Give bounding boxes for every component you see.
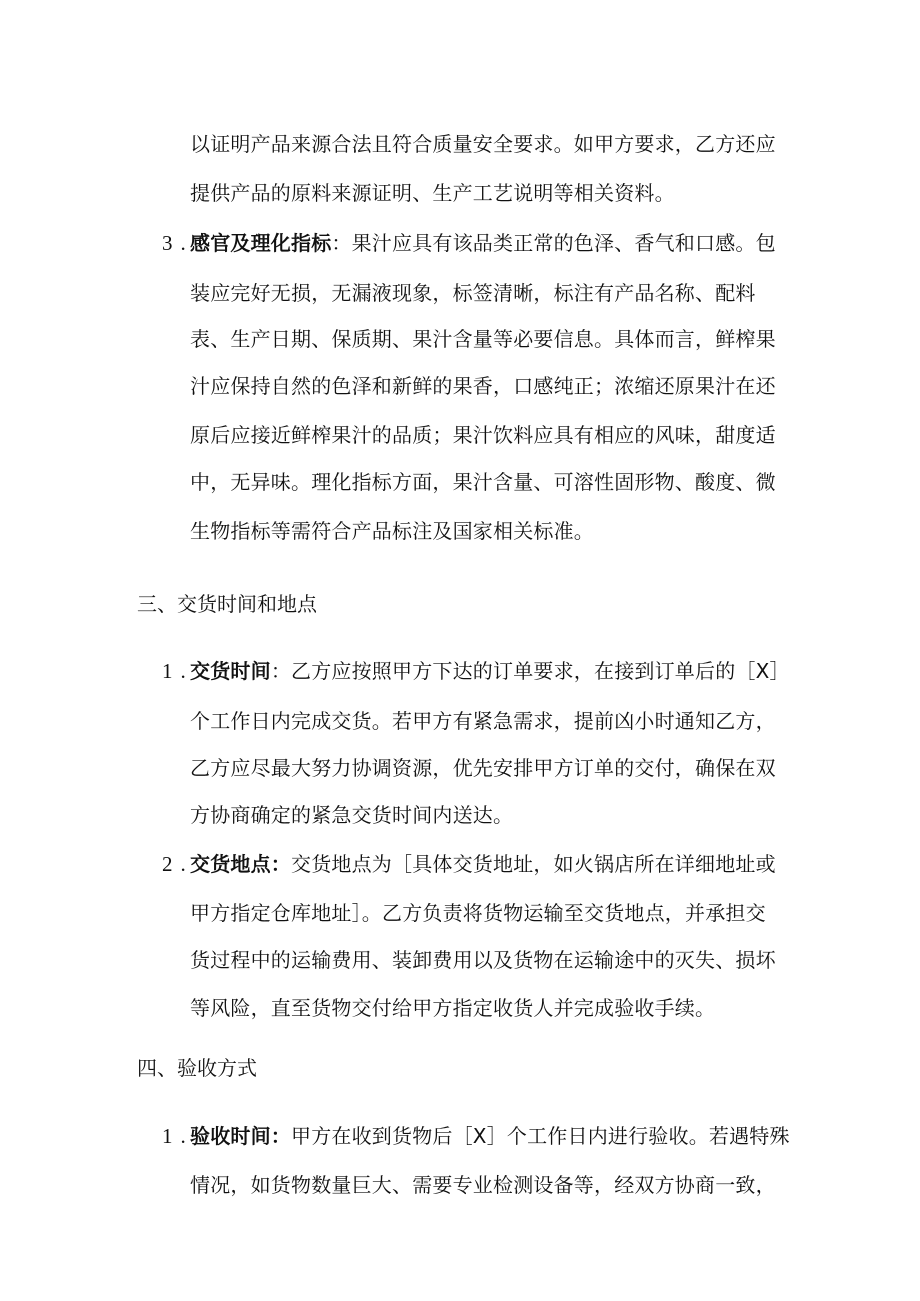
item-first-line: 交货地点：交货地点为［具体交货地址，如火锅店所在详细地址或 <box>190 852 776 876</box>
paragraph-line: 以证明产品来源合法且符合质量安全要求。如甲方要求，乙方还应 <box>190 132 776 156</box>
item-number: 3 . <box>162 231 186 255</box>
paragraph-line: 提供产品的原料来源证明、生产工艺说明等相关资料。 <box>190 181 675 205</box>
item-number: 1 . <box>162 1124 186 1148</box>
paragraph-line: 情况，如货物数量巨大、需要专业检测设备等，经双方协商一致， <box>190 1173 776 1197</box>
item-number: 2 . <box>162 852 186 876</box>
item-first-line: 交货时间：乙方应按照甲方下达的订单要求，在接到订单后的［X］ <box>190 659 790 683</box>
paragraph-line: 乙方应尽最大努力协调资源，优先安排甲方订单的交付，确保在双 <box>190 756 776 780</box>
paragraph-line: 方协商确定的紧急交货时间内送达。 <box>190 803 514 827</box>
item-first-line: 验收时间：甲方在收到货物后［X］个工作日内进行验收。若遇特殊 <box>190 1124 790 1148</box>
paragraph-line: 装应完好无损，无漏液现象，标签清晰，标注有产品名称、配料 <box>190 281 756 305</box>
paragraph-line: 甲方指定仓库地址］。乙方负责将货物运输至交货地点，并承担交 <box>190 901 766 925</box>
paragraph-line: 表、生产日期、保质期、果汁含量等必要信息。具体而言，鲜榨果 <box>190 327 776 351</box>
item-title: 验收时间： <box>190 1124 291 1148</box>
paragraph-line: 等风险，直至货物交付给甲方指定收货人并完成验收手续。 <box>190 996 716 1020</box>
item-title: 感官及理化指标 <box>190 231 332 255</box>
paragraph-line: 原后应接近鲜榨果汁的品质；果汁饮料应具有相应的风味，甜度适 <box>190 423 776 447</box>
paragraph-line: 中，无异味。理化指标方面，果汁含量、可溶性固形物、酸度、微 <box>190 470 776 494</box>
item-title: 交货时间 <box>190 659 271 683</box>
paragraph-line: 个工作日内完成交货。若甲方有紧急需求，提前凶小时通知乙方， <box>190 709 776 733</box>
paragraph-line: 生物指标等需符合产品标注及国家相关标准。 <box>190 519 594 543</box>
paragraph-line: 货过程中的运输费用、装卸费用以及货物在运输途中的灭失、损坏 <box>190 948 776 972</box>
item-title: 交货地点： <box>190 852 291 876</box>
paragraph-line: 汁应保持自然的色泽和新鲜的果香，口感纯正；浓缩还原果汁在还 <box>190 374 776 398</box>
item-number: 1 . <box>162 659 186 683</box>
section-heading: 三、交货时间和地点 <box>137 592 317 616</box>
section-heading: 四、验收方式 <box>137 1056 257 1080</box>
item-first-line: 感官及理化指标：果汁应具有该品类正常的色泽、香气和口感。包 <box>190 231 776 255</box>
